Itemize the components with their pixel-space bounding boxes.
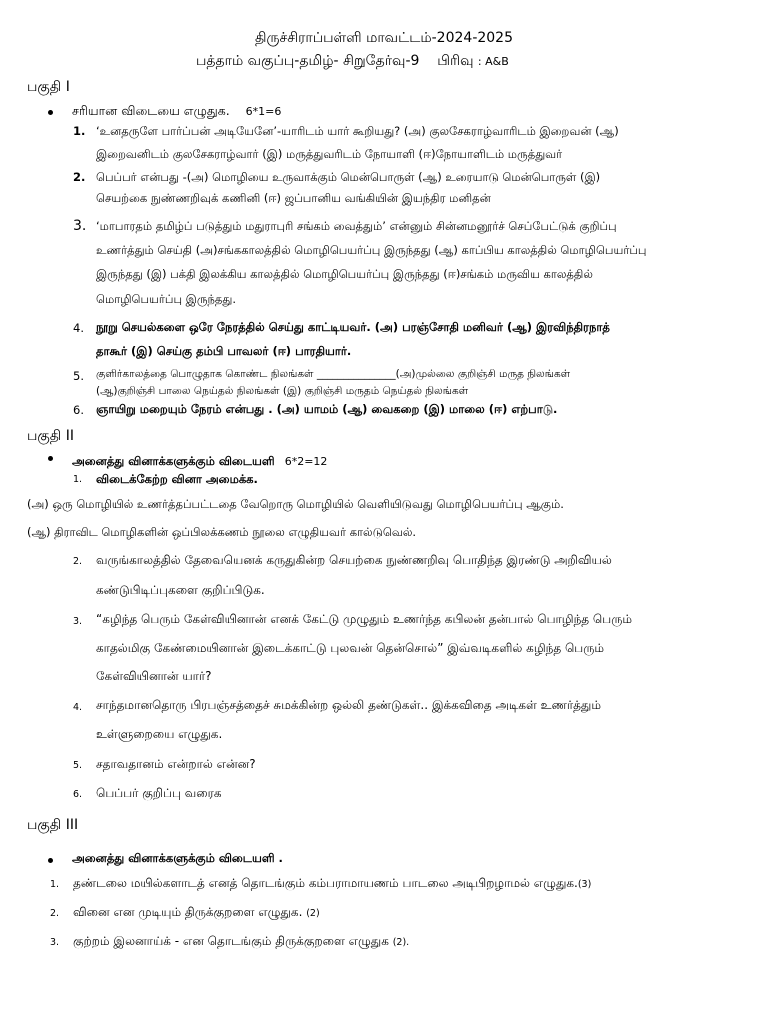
question-number: 5.	[73, 369, 84, 383]
question-line: தாகூர் (இ) செய்கு தம்பி பாவலர் (ஈ) பாரதியார்.	[96, 344, 352, 358]
question-line	[73, 876, 591, 892]
sub-question-a: (அ) ஒரு மொழியில் உணர்த்தப்பட்டதை வேறொரு மொழியில் வெளியிடுவது மொழிபெயர்ப்பு ஆகும்.	[27, 497, 564, 511]
question-marks: (3)	[577, 879, 592, 890]
question-line: “கழிந்த பெரும் கேள்வியினான் எனக் கேட்டு முழுதும் உணர்ந்த கபிலன் தன்பால் பொழிந்த பெரும்	[96, 612, 632, 626]
question-number: 5.	[73, 760, 83, 771]
part1-instruction	[72, 103, 281, 120]
question-text: தண்டலை மயில்களாடத் எனத் தொடங்கும் கம்பராமாயணம் பாடலை அடிபிறழாமல் எழுதுக.	[73, 876, 578, 890]
question-line: விடைக்கேற்ற வினா அமைக்க.	[96, 472, 258, 486]
question-number: 2.	[73, 556, 83, 567]
question-line: ‘மாபாரதம் தமிழ்ப் படுத்தும் மதுராபுரி சங்கம் வைத்தும்’ என்னும் சின்னமனூர்ச் செப்பேட்டுக் குறிப்பு	[96, 219, 617, 233]
question-number: 1.	[73, 474, 83, 485]
part1-instruction-text: சரியான விடையை எழுதுக.	[72, 103, 230, 118]
question-line: கேள்வியினான் யார்?	[96, 669, 212, 683]
question-marks: (2)	[306, 908, 320, 919]
question-line: சதாவதானம் என்றால் என்ன?	[96, 757, 256, 771]
question-line: பெப்பர் என்பது -(அ) மொழியை உருவாக்கும் மென்பொருள் (ஆ) உரையாடு மென்பொருள் (இ)	[96, 170, 601, 184]
document-title: திருச்சிராப்பள்ளி மாவட்டம்-2024-2025	[255, 30, 513, 46]
document-subtitle	[196, 53, 509, 71]
question-line: உணர்த்தும் செய்தி (அ)சங்ககாலத்தில் மொழிபெயர்ப்பு இருந்தது (ஆ) காப்பிய காலத்தில் மொழிபெயர்ப்பு	[96, 243, 647, 257]
question-line: (ஆ)குறிஞ்சி பாலை நெய்தல் நிலங்கள் (இ) குறிஞ்சி மருதம் நெய்தல் நிலங்கள்	[96, 385, 469, 397]
subtitle-text: பத்தாம் வகுப்பு-தமிழ்- சிறுதேர்வு-9	[196, 53, 420, 69]
part2-heading: பகுதி II	[27, 428, 74, 444]
part1-marks: 6*1=6	[245, 105, 282, 118]
question-line	[73, 905, 320, 921]
question-number: 4.	[73, 702, 83, 713]
question-number: 3.	[73, 218, 87, 234]
question-line	[73, 934, 409, 950]
question-number: 1.	[73, 124, 86, 138]
question-line: நூறு செயல்களை ஒரே நேரத்தில் செய்து காட்டியவர். (அ) பரஞ்சோதி மனிவர் (ஆ) இரவிந்திரநாத்	[96, 320, 610, 334]
question-marks: (2).	[392, 937, 410, 948]
question-line: ஞாயிறு மறையும் நேரம் என்பது . (அ) யாமம் (ஆ) வைகறை (இ) மாலை (ஈ) எற்பாடு.	[96, 402, 558, 416]
bullet-icon	[48, 858, 53, 863]
part3-instruction: அனைத்து வினாக்களுக்கும் விடையளி .	[72, 851, 283, 865]
question-line: சாந்தமானதொரு பிரபஞ்சத்தைச் சுமக்கின்ற ஒல்லி தண்டுகள்.. இக்கவிதை அடிகள் உணர்த்தும்	[96, 698, 601, 712]
question-line: வருங்காலத்தில் தேவையெனக் கருதுகின்ற செயற்கை நுண்ணறிவு பொதிந்த இரண்டு அறிவியல்	[96, 553, 612, 567]
question-line: செயற்கை நுண்ணறிவுக் கணினி (ஈ) ஜப்பானிய வங்கியின் இயந்திர மனிதன்	[96, 191, 491, 205]
question-line: காதல்மிகு கேண்மையினான் இடைக்காட்டு புலவன் தென்சொல்” இவ்வடிகளில் கழிந்த பெரும்	[96, 641, 605, 655]
question-line: மொழிபெயர்ப்பு இருந்தது.	[96, 292, 237, 306]
part1-heading: பகுதி I	[27, 79, 70, 95]
part2-instruction	[72, 450, 327, 470]
question-number: 2.	[73, 170, 86, 184]
question-line: உள்ளுறையை எழுதுக.	[96, 727, 223, 741]
question-number: 3.	[50, 937, 60, 948]
question-line: இருந்தது (இ) பக்தி இலக்கிய காலத்தில் மொழிபெயர்ப்பு இருந்தது (ஈ)சங்கம் மருவிய காலத்தில்	[96, 267, 593, 281]
section-label: பிரிவு	[437, 53, 474, 69]
question-line: பெப்பர் குறிப்பு வரைக	[96, 786, 222, 800]
question-line: குளிர்காலத்தை பொழுதாக கொண்ட நிலங்கள் _______________(அ)முல்லை குறிஞ்சி மருத நிலங்கள்	[96, 368, 571, 380]
bullet-icon	[48, 456, 53, 461]
part2-marks: 6*2=12	[284, 455, 328, 468]
question-number: 6.	[73, 403, 84, 417]
question-number: 1.	[50, 879, 60, 890]
question-number: 4.	[73, 321, 84, 335]
question-number: 2.	[50, 908, 60, 919]
question-line: கண்டுபிடிப்புகளை குறிப்பிடுக.	[96, 583, 265, 597]
question-text: வினை என முடியும் திருக்குறளை எழுதுக.	[73, 905, 303, 919]
question-number: 3.	[73, 616, 83, 627]
part2-instruction-text: அனைத்து வினாக்களுக்கும் விடையளி	[72, 454, 275, 468]
question-line: இறைவனிடம் குலசேகராழ்வார் (இ) மருத்துவரிடம் நோயாளி (ஈ)நோயாளிடம் மருத்துவர்	[96, 147, 563, 161]
bullet-icon	[48, 110, 53, 115]
sub-question-b: (ஆ) திராவிட மொழிகளின் ஒப்பிலக்கணம் நூலை எழுதியவர் கால்டுவெல்.	[27, 525, 417, 539]
question-line: ‘உனதருளே பார்ப்பன் அடியேனே’-யாரிடம் யார் கூறியது? (அ) குலசேகராழ்வாரிடம் இறைவன் (ஆ)	[96, 124, 619, 138]
part3-heading: பகுதி III	[27, 817, 79, 833]
section-value: : A&B	[477, 55, 509, 68]
question-text: குற்றம் இலனாய்க் - என தொடங்கும் திருக்குறளை எழுதுக	[73, 934, 389, 948]
question-number: 6.	[73, 789, 83, 800]
